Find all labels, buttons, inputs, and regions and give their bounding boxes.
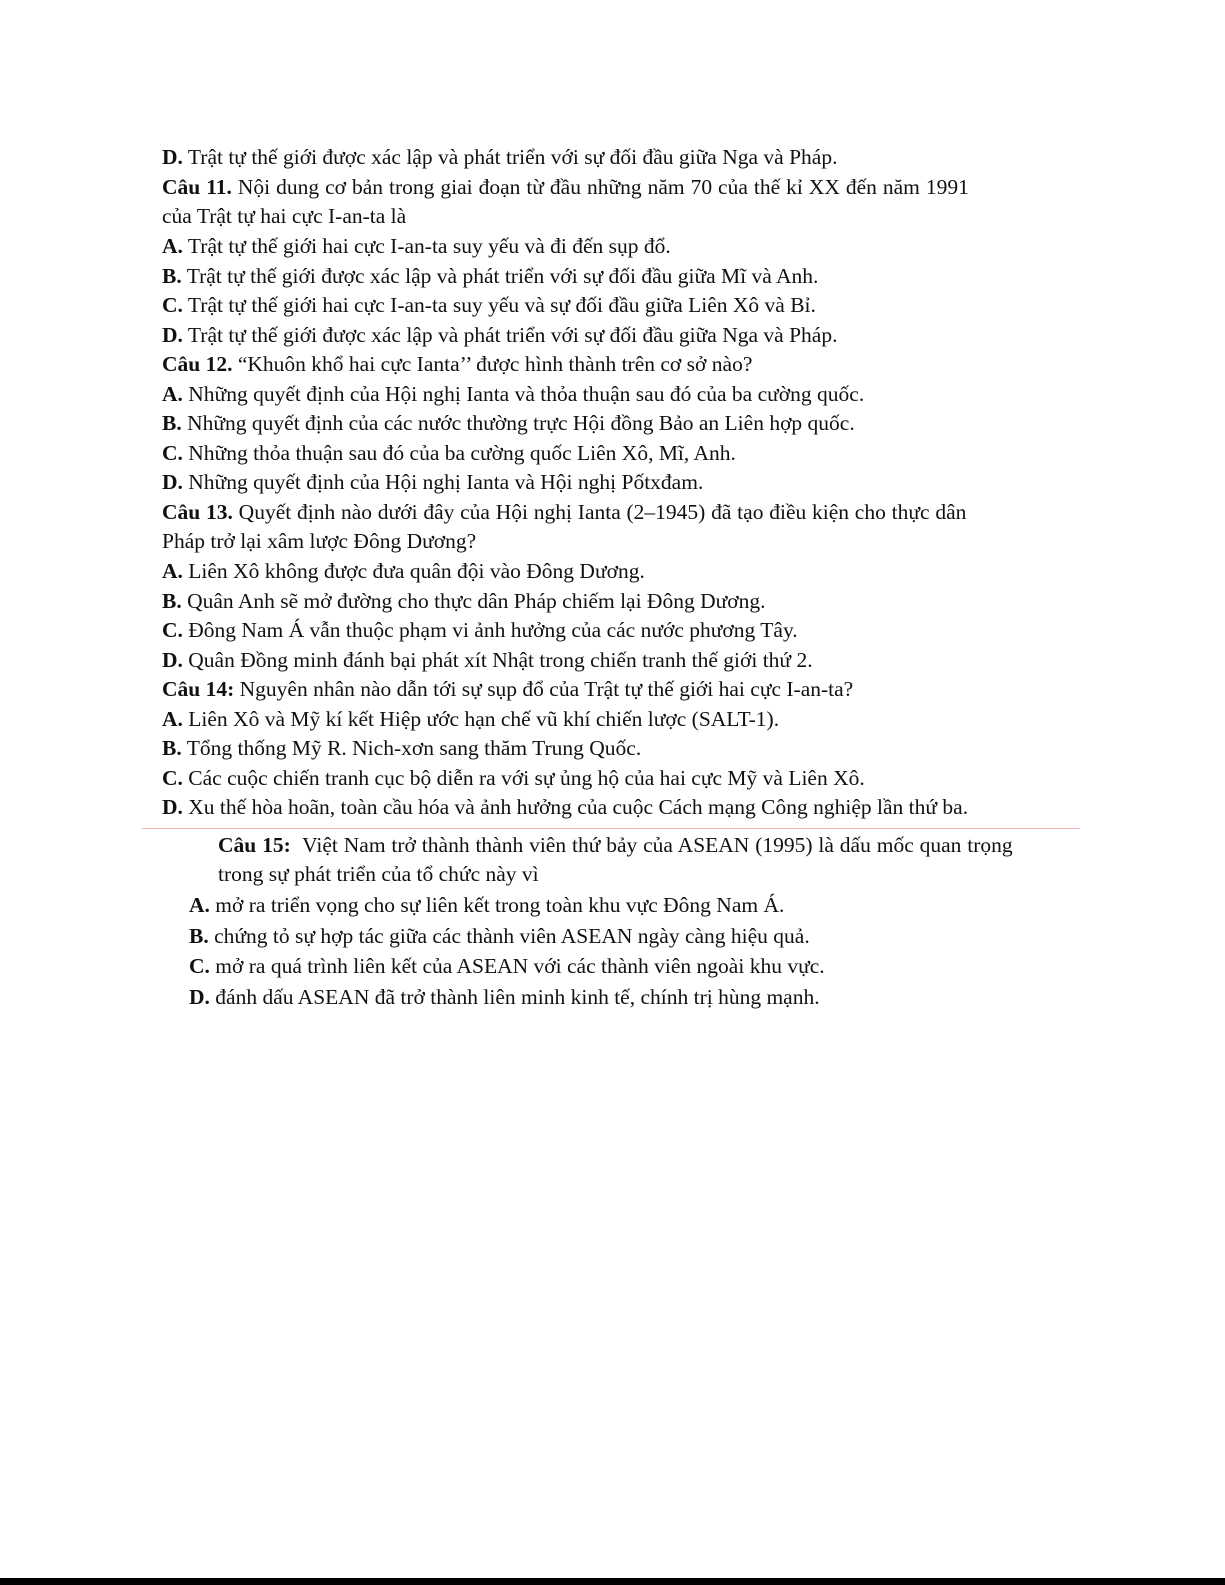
option-text: Những quyết định của Hội nghị Ianta và Hội nghị Pốtxđam. bbox=[188, 470, 704, 494]
q12-option-a bbox=[162, 380, 864, 408]
option-text: Trật tự thế giới được xác lập và phát triển với sự đối đầu giữa Nga và Pháp. bbox=[187, 145, 838, 169]
question-text: Nội dung cơ bản trong giai đoạn từ đầu những năm 70 của thế kỉ XX đến năm 1991 bbox=[237, 175, 969, 199]
question-label: Câu 11. bbox=[162, 175, 232, 199]
question-label: Câu 13. bbox=[162, 500, 233, 524]
option-text: Trật tự thế giới được xác lập và phát triển với sự đối đầu giữa Mĩ và Anh. bbox=[186, 264, 819, 288]
option-label: B. bbox=[189, 924, 209, 948]
q12-option-d bbox=[162, 468, 703, 496]
option-label: C. bbox=[162, 441, 183, 465]
q11-option-c bbox=[162, 291, 816, 319]
option-label: A. bbox=[162, 559, 183, 583]
option-text: Đông Nam Á vẫn thuộc phạm vi ảnh hưởng của các nước phương Tây. bbox=[188, 618, 798, 642]
option-label: A. bbox=[162, 382, 183, 406]
option-text: mở ra quá trình liên kết của ASEAN với các thành viên ngoài khu vực. bbox=[215, 954, 825, 978]
option-label: D. bbox=[162, 145, 183, 169]
q15-option-d bbox=[189, 983, 820, 1011]
option-label: C. bbox=[162, 766, 183, 790]
q13-option-a bbox=[162, 557, 645, 585]
q12-stem bbox=[162, 350, 752, 378]
q12-option-c bbox=[162, 439, 736, 467]
question-label: Câu 15: bbox=[218, 833, 291, 857]
q15-option-b bbox=[189, 922, 810, 950]
q11-option-a bbox=[162, 232, 671, 260]
q13-option-d bbox=[162, 646, 813, 674]
q15-block bbox=[142, 828, 1080, 1028]
option-text: Trật tự thế giới được xác lập và phát triển với sự đối đầu giữa Nga và Pháp. bbox=[187, 323, 838, 347]
option-text: Trật tự thế giới hai cực I-an-ta suy yếu và đi đến sụp đổ. bbox=[187, 234, 671, 258]
q13-stem bbox=[162, 498, 966, 526]
question-text: Việt Nam trở thành thành viên thứ bảy của ASEAN (1995) là dấu mốc quan trọng bbox=[302, 833, 1013, 857]
option-text: Những quyết định của các nước thường trực Hội đồng Bảo an Liên hợp quốc. bbox=[187, 411, 855, 435]
q13-option-c bbox=[162, 616, 798, 644]
q11-stem bbox=[162, 173, 969, 201]
q10-option-d bbox=[162, 143, 837, 171]
option-text: Tổng thống Mỹ R. Nich-xơn sang thăm Trung Quốc. bbox=[186, 736, 642, 760]
question-text: Nguyên nhân nào dẫn tới sự sụp đổ của Trật tự thế giới hai cực I-an-ta? bbox=[239, 677, 854, 701]
q14-option-a bbox=[162, 705, 779, 733]
q15-stem-cont bbox=[218, 860, 539, 888]
q13-option-b bbox=[162, 587, 766, 615]
q15-option-c bbox=[189, 952, 825, 980]
option-label: B. bbox=[162, 736, 182, 760]
q15-stem bbox=[218, 831, 1013, 859]
question-label: Câu 14: bbox=[162, 677, 235, 701]
option-label: C. bbox=[189, 954, 210, 978]
option-label: C. bbox=[162, 618, 183, 642]
q11-option-d bbox=[162, 321, 837, 349]
q14-option-c bbox=[162, 764, 865, 792]
option-text: mở ra triển vọng cho sự liên kết trong toàn khu vực Đông Nam Á. bbox=[215, 893, 785, 917]
option-text: Quân Đồng minh đánh bại phát xít Nhật trong chiến tranh thế giới thứ 2. bbox=[188, 648, 813, 672]
page-bottom-edge bbox=[0, 1578, 1225, 1585]
option-label: D. bbox=[162, 323, 183, 347]
option-text: Các cuộc chiến tranh cục bộ diễn ra với sự ủng hộ của hai cực Mỹ và Liên Xô. bbox=[188, 766, 865, 790]
option-label: D. bbox=[162, 795, 183, 819]
option-label: B. bbox=[162, 589, 182, 613]
q14-option-b bbox=[162, 734, 641, 762]
option-label: A. bbox=[162, 707, 183, 731]
question-label: Câu 12. bbox=[162, 352, 233, 376]
question-text: “Khuôn khổ hai cực Ianta’’ được hình thành trên cơ sở nào? bbox=[237, 352, 753, 376]
question-text: Pháp trở lại xâm lược Đông Dương? bbox=[162, 529, 477, 553]
q12-option-b bbox=[162, 409, 855, 437]
q13-stem-cont bbox=[162, 527, 476, 555]
option-text: Liên Xô không được đưa quân đội vào Đông Dương. bbox=[188, 559, 645, 583]
option-text: chứng tỏ sự hợp tác giữa các thành viên ASEAN ngày càng hiệu quả. bbox=[214, 924, 810, 948]
option-text: đánh dấu ASEAN đã trở thành liên minh kinh tế, chính trị hùng mạnh. bbox=[215, 985, 820, 1009]
option-label: B. bbox=[162, 411, 182, 435]
q14-option-d bbox=[162, 793, 968, 821]
q15-option-a bbox=[189, 891, 784, 919]
option-text: Trật tự thế giới hai cực I-an-ta suy yếu và sự đối đầu giữa Liên Xô và Bỉ. bbox=[187, 293, 816, 317]
option-label: D. bbox=[162, 648, 183, 672]
option-label: D. bbox=[189, 985, 210, 1009]
option-label: A. bbox=[189, 893, 210, 917]
question-text: Quyết định nào dưới đây của Hội nghị Ianta (2–1945) đã tạo điều kiện cho thực dân bbox=[238, 500, 967, 524]
question-text: của Trật tự hai cực I-an-ta là bbox=[162, 204, 407, 228]
option-label: A. bbox=[162, 234, 183, 258]
option-label: C. bbox=[162, 293, 183, 317]
question-text: trong sự phát triển của tổ chức này vì bbox=[218, 862, 539, 886]
q14-stem bbox=[162, 675, 853, 703]
option-label: B. bbox=[162, 264, 182, 288]
option-text: Xu thế hòa hoãn, toàn cầu hóa và ảnh hưởng của cuộc Cách mạng Công nghiệp lần thứ ba. bbox=[188, 795, 969, 819]
option-text: Liên Xô và Mỹ kí kết Hiệp ước hạn chế vũ khí chiến lược (SALT-1). bbox=[188, 707, 780, 731]
q11-option-b bbox=[162, 262, 818, 290]
option-text: Quân Anh sẽ mở đường cho thực dân Pháp chiếm lại Đông Dương. bbox=[187, 589, 766, 613]
option-text: Những thỏa thuận sau đó của ba cường quốc Liên Xô, Mĩ, Anh. bbox=[188, 441, 736, 465]
q11-stem-cont bbox=[162, 202, 406, 230]
option-text: Những quyết định của Hội nghị Ianta và thỏa thuận sau đó của ba cường quốc. bbox=[188, 382, 865, 406]
option-label: D. bbox=[162, 470, 183, 494]
